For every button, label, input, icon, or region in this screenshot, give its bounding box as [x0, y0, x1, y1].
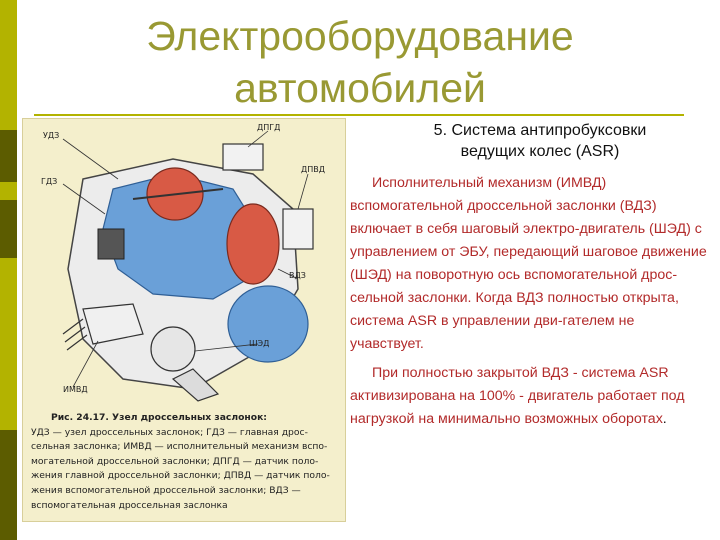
label-imvd: ИМВД: [63, 385, 88, 394]
title-divider: [34, 114, 684, 116]
secondary-channel: [228, 286, 308, 362]
caption-title: Рис. 24.17. Узел дроссельных заслонок:: [51, 412, 267, 423]
caption-line: жения главной дроссельной заслонки; ДПВД — датчик поло-: [31, 470, 330, 482]
paragraph-asr-text: При полностью закрытой ВДЗ - система ASR активизирована на 100% - двигатель работает под нагрузкой на минимально возможных оборотах: [350, 365, 685, 427]
stepper-motor: [151, 327, 195, 371]
throttle-assembly-drawing: [23, 119, 345, 409]
label-dpvd: ДПВД: [301, 165, 326, 174]
label-vdz: ВДЗ: [289, 271, 306, 280]
caption-line: вспомогательная дроссельная заслонка: [31, 499, 228, 511]
accent-bar-segment: [0, 430, 17, 540]
caption-line: могательной дроссельной заслонки; ДПГД — датчик поло-: [31, 455, 319, 467]
section-heading-line-2: ведущих колес (ASR): [460, 143, 620, 160]
caption-line: жения вспомогательной дроссельной заслонки; ВДЗ —: [31, 484, 301, 496]
slide-title-line-1: Электрооборудование: [146, 13, 574, 59]
caption-line: сельная заслонка; ИМВД — исполнительный механизм вспо-: [31, 441, 328, 453]
paragraph-asr: [350, 362, 710, 431]
throttle-lever: [98, 229, 124, 259]
leader-line: [298, 174, 308, 209]
paragraph-imvd: Исполнительный механизм (ИМВД) вспомогательной дроссельной заслонки (ВДЗ) включает в себя шаговый электро-двигатель (ШЭД) с управлением от ЭБУ, передающий шаговое движение (ШЭД) на поворотную ось вспомогательной дрос-сельной заслонки. Когда ВДЗ полностью открыта, система ASR в управлении дви-гателем не учавствует.: [350, 175, 707, 352]
caption-line: УДЗ — узел дроссельных заслонок; ГДЗ — главная дрос-: [31, 426, 308, 438]
label-udz: УДЗ: [43, 131, 60, 140]
label-gdz: ГДЗ: [41, 177, 58, 186]
accent-bar-segment: [0, 200, 17, 258]
auxiliary-throttle-plate: [227, 204, 279, 284]
slide-title-line-2: автомобилей: [234, 65, 486, 111]
sensor-dpvd: [283, 209, 313, 249]
sensor-dpgd: [223, 144, 263, 170]
left-accent-bar: [0, 0, 17, 540]
label-dpgd: ДПГД: [257, 123, 281, 132]
label-shed: ШЭД: [249, 339, 270, 348]
figure-caption: [31, 411, 339, 513]
text-column: [350, 120, 710, 437]
section-heading-line-1: 5. Система антипробуксовки: [433, 122, 647, 139]
section-heading: [350, 120, 710, 162]
accent-bar-segment: [0, 130, 17, 182]
slide-title: [30, 10, 690, 114]
paragraph-asr-end: .: [662, 411, 667, 427]
throttle-assembly-figure: [22, 118, 346, 522]
leader-line: [73, 341, 98, 387]
leader-line: [63, 139, 118, 179]
